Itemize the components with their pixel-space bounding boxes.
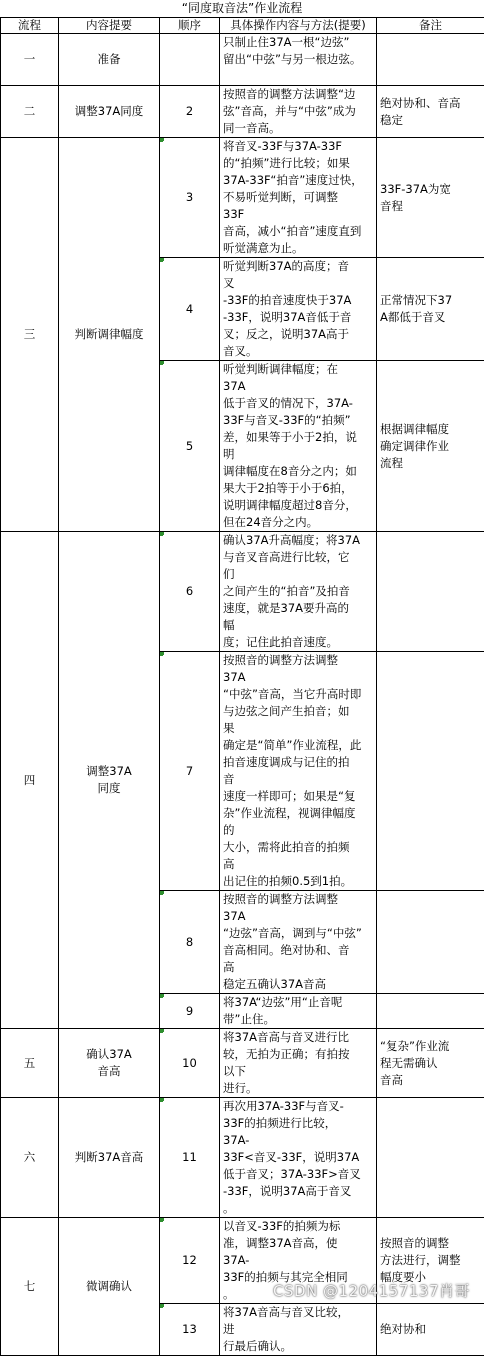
- watermark: CSDN @1204157137肖哥: [273, 1280, 470, 1301]
- note-cell: 绝对协和、音高 稳定: [377, 86, 484, 138]
- cell-marker-icon: [160, 652, 164, 656]
- operation-cell: 将37A音高与音叉比较， 进 行最后确认。: [220, 1304, 377, 1356]
- operation-cell: 确认37A升高幅度；将37A 与音叉音高进行比较，它 们 之间产生的“拍音”及拍音 速度，就是37A要升高的 幅 度；记住此拍音速度。: [220, 532, 377, 652]
- cell-marker-icon: [160, 891, 164, 895]
- summary-cell: 准备: [59, 34, 160, 86]
- summary-cell: 判断37A音高: [59, 1098, 160, 1218]
- cell-marker-icon: [160, 994, 164, 998]
- header-order: 顺序: [160, 18, 220, 34]
- header-flow: 流程: [1, 18, 59, 34]
- summary-cell: 确认37A 音高: [59, 1029, 160, 1098]
- note-cell: [377, 532, 484, 652]
- header-operation: 具体操作内容与方法(提要): [220, 18, 377, 34]
- summary-cell: 调整37A同度: [59, 86, 160, 138]
- document-title: “同度取音法”作业流程: [0, 0, 484, 17]
- cell-marker-icon: [160, 138, 164, 142]
- flow-cell: 三: [1, 138, 59, 532]
- order-cell: 10: [160, 1029, 220, 1098]
- note-cell: [377, 891, 484, 994]
- note-cell: [377, 652, 484, 891]
- operation-cell: 只制止住37A一根“边弦” 留出“中弦”与另一根边弦。: [220, 34, 377, 86]
- header-summary: 内容提要: [59, 18, 160, 34]
- note-cell: 绝对协和: [377, 1304, 484, 1356]
- cell-marker-icon: [160, 361, 164, 365]
- note-cell: [377, 1098, 484, 1218]
- cell-marker-icon: [160, 1304, 164, 1308]
- order-cell: 2: [160, 86, 220, 138]
- order-cell: 11: [160, 1098, 220, 1218]
- operation-cell: 按照音的调整方法调整 37A “中弦”音高，当它升高时即 与边弦之间产生拍音；如 果 确定是“简单”作业流程，此 拍音速度调成与记住的拍 音 速度一样即可；如果是“复 杂”作业流程，视调律幅度 的 大小，需将此拍音的拍频 高 出记住的拍频0.5到1拍。: [220, 652, 377, 891]
- operation-cell: 听觉判断调律幅度；在 37A 低于音叉的情况下，37A- 33F与音叉-33F的“拍频” 差，如果等于小于2拍，说 明 调律幅度在8音分之内；如 果大于2拍等于小于6拍， 说明调律幅度超过8音分， 但在24音分之内。: [220, 361, 377, 532]
- flow-cell: 五: [1, 1029, 59, 1098]
- operation-cell: 将音叉-33F与37A-33F 的“拍频”进行比较；如果 37A-33F“拍音”速度过快， 不易听觉判断，可调整 33F 音高，减小“拍音”速度直到 听觉满意为止。: [220, 138, 377, 258]
- flow-cell: 六: [1, 1098, 59, 1218]
- operation-cell: 再次用37A-33F与音叉- 33F的拍频进行比较， 37A- 33F<音叉-33F，说明37A 低于音叉；37A-33F>音叉 -33F，说明37A高于音叉 。: [220, 1098, 377, 1218]
- order-cell: 13: [160, 1304, 220, 1356]
- cell-marker-icon: [160, 1029, 164, 1033]
- note-cell: 按照音的调整 方法进行，调整 幅度要小: [377, 1218, 484, 1304]
- order-cell: 8: [160, 891, 220, 994]
- note-cell: 正常情况下37 A都低于音叉: [377, 258, 484, 361]
- note-cell: 根据调律幅度 确定调律作业 流程: [377, 361, 484, 532]
- flow-cell: 四: [1, 532, 59, 1029]
- order-cell: 6: [160, 532, 220, 652]
- order-cell: 4: [160, 258, 220, 361]
- operation-cell: 听觉判断37A的高度；音 叉 -33F的拍音速度快于37A -33F，说明37A音低于音 叉；反之，说明37A高于 音叉。: [220, 258, 377, 361]
- operation-cell: 将37A“边弦”用“止音呢 带”止住。: [220, 994, 377, 1029]
- workflow-table: [0, 17, 484, 1356]
- operation-cell: 按照音的调整方法调整“边 弦”音高，并与“中弦”成为 同一音高。: [220, 86, 377, 138]
- operation-cell: 以音叉-33F的拍频为标 准，调整37A音高，使 37A- 33F的拍频与其完全相同 。: [220, 1218, 377, 1304]
- summary-cell: 调整37A 同度: [59, 532, 160, 1029]
- cell-marker-icon: [160, 1218, 164, 1222]
- flow-cell: 七: [1, 1218, 59, 1356]
- table-row: [1, 1029, 484, 1098]
- order-cell: 7: [160, 652, 220, 891]
- order-cell: 12: [160, 1218, 220, 1304]
- order-cell: 9: [160, 994, 220, 1029]
- cell-marker-icon: [160, 258, 164, 262]
- order-cell: 3: [160, 138, 220, 258]
- table-row: [1, 532, 484, 652]
- note-cell: 33F-37A为宽 音程: [377, 138, 484, 258]
- note-cell: [377, 994, 484, 1029]
- note-cell: [377, 34, 484, 86]
- flow-cell: 一: [1, 34, 59, 86]
- order-cell: [160, 34, 220, 86]
- summary-cell: 微调确认: [59, 1218, 160, 1356]
- note-cell: “复杂”作业流 程无需确认 音高: [377, 1029, 484, 1098]
- summary-cell: 判断调律幅度: [59, 138, 160, 532]
- table-row: [1, 1098, 484, 1218]
- header-row: [1, 18, 484, 34]
- flow-cell: 二: [1, 86, 59, 138]
- cell-marker-icon: [160, 1098, 164, 1102]
- table-row: [1, 138, 484, 258]
- table-row: [1, 86, 484, 138]
- header-note: 备注: [377, 18, 484, 34]
- table-row: [1, 34, 484, 86]
- operation-cell: 按照音的调整方法调整 37A “边弦”音高，调到与“中弦” 音高相同。绝对协和、音 高 稳定五确认37A音高: [220, 891, 377, 994]
- operation-cell: 将37A音高与音叉进行比 较，无拍为正确；有拍按 以下 进行。: [220, 1029, 377, 1098]
- order-cell: 5: [160, 361, 220, 532]
- cell-marker-icon: [160, 532, 164, 536]
